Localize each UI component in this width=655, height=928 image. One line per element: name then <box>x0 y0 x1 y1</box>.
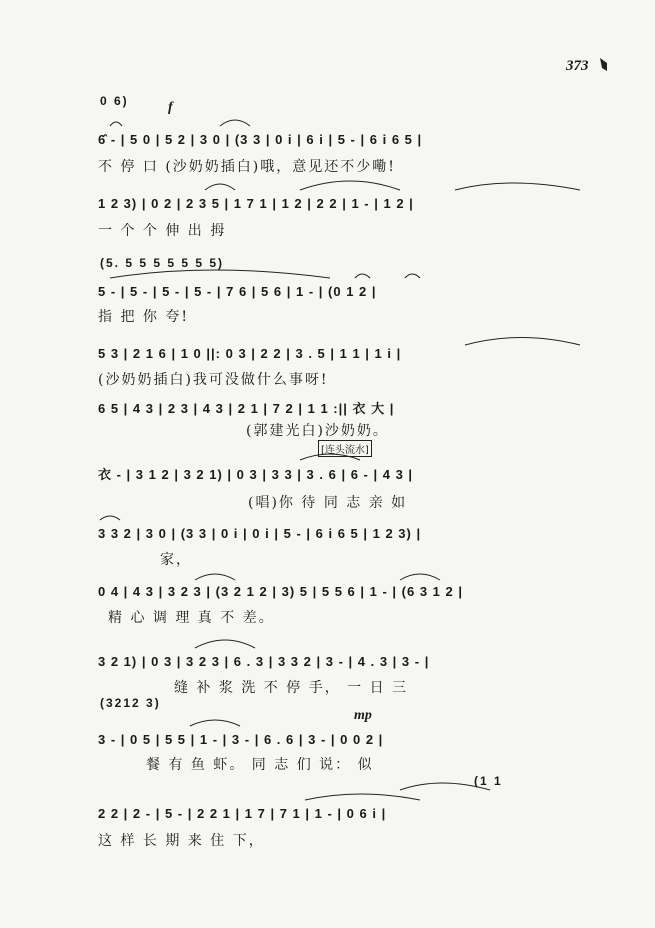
dynamic-mp: mp <box>354 708 372 723</box>
lyrics-8: 精 心 调 理 真 不 差。 <box>108 610 275 626</box>
notes-2: 1 2 3) | 0 2 | 2 3 5 | 1 7 1 | 1 2 | 2 2 | 1 - | 1 2 | <box>98 195 414 211</box>
staff-line-4 <box>0 340 655 368</box>
prefix-notes-11: (3212 3) <box>100 696 161 710</box>
notes-1: 6̂ - | 5 0 | 5 2 | 3 0 | (3 3 | 0 i | 6 i | 5 - | 6 i 6 5 | <box>98 131 423 147</box>
notes-3: 5 - | 5 - | 5 - | 5 - | 7 6 | 5 6 | 1 - | (0 1 2 | <box>98 283 377 299</box>
lyrics-10: 餐 有 鱼 虾。 同 志 们 说： 似 <box>146 757 374 773</box>
notes-8: 0 4 | 4 3 | 3 2 3 | (3 2 1 2 | 3) 5 | 5 5 6 | 1 - | (6 3 1 2 | <box>98 583 463 599</box>
notes-10: 3 - | 0 5 | 5 5 | 1 - | 3 - | 6 . 6 | 3 - | 0 0 2 | <box>98 731 384 747</box>
prefix-notes-3: (5. 5 5 5 5 5 5 5) <box>100 256 225 270</box>
staff-line-5 <box>0 394 655 422</box>
staff-line-3 <box>0 278 655 306</box>
notes-11: 2 2 | 2 - | 5 - | 2 2 1 | 1 7 | 7 1 | 1 - | 0 6 i | <box>98 805 387 821</box>
section-label: [连头流水] <box>318 440 372 457</box>
notes-5: 6 5 | 4 3 | 2 3 | 4 3 | 2 1 | 7 2 | 1 1 :|| 衣 大 | <box>98 400 395 416</box>
lyrics-5: (郭建光白)沙奶奶。 <box>246 423 389 439</box>
lyrics-9: 缝 补 浆 洗 不 停 手， 一 日 三 <box>174 680 409 696</box>
lyrics-3: 指 把 你 夸! <box>98 309 189 325</box>
lyrics-7: 家， <box>160 552 192 568</box>
dynamic-f: f <box>168 100 173 115</box>
lyrics-4: (沙奶奶插白)我可没做什么事呀! <box>98 372 329 388</box>
notes-6: 衣 - | 3 1 2 | 3 2 1) | 0 3 | 3 3 | 3 . 6 | 6 - | 4 3 | <box>98 466 414 482</box>
lyrics-2: 一 个 个 伸 出 拇 <box>98 223 227 239</box>
page-corner-mark-icon <box>598 55 610 75</box>
page-number: 373 <box>566 58 589 74</box>
lyrics-6: (唱)你 待 同 志 亲 如 <box>248 495 408 511</box>
lyrics-11: 这 样 长 期 来 住 下， <box>98 833 265 849</box>
prefix-notes-1: 0 6) <box>100 94 129 108</box>
notes-4: 5 3 | 2 1 6 | 1 0 ||: 0 3 | 2 2 | 3 . 5 | 1 1 | 1 i | <box>98 345 402 361</box>
staff-line-1 <box>0 126 655 154</box>
notes-9: 3 2 1) | 0 3 | 3 2 3 | 6 . 3 | 3 3 2 | 3 - | 4 . 3 | 3 - | <box>98 653 430 669</box>
staff-line-8 <box>0 578 655 606</box>
staff-line-11 <box>0 800 655 828</box>
prefix-notes-12: (1 1 <box>474 774 503 788</box>
staff-line-6 <box>0 460 655 488</box>
notes-7: 3 3 2 | 3 0 | (3 3 | 0 i | 0 i | 5 - | 6 i 6 5 | 1 2 3) | <box>98 525 422 541</box>
staff-line-2 <box>0 190 655 218</box>
lyrics-1: 不 停 口 (沙奶奶插白)哦，意见还不少嘞! <box>98 159 396 175</box>
staff-line-10 <box>0 726 655 754</box>
staff-line-9 <box>0 648 655 676</box>
staff-line-7 <box>0 520 655 548</box>
